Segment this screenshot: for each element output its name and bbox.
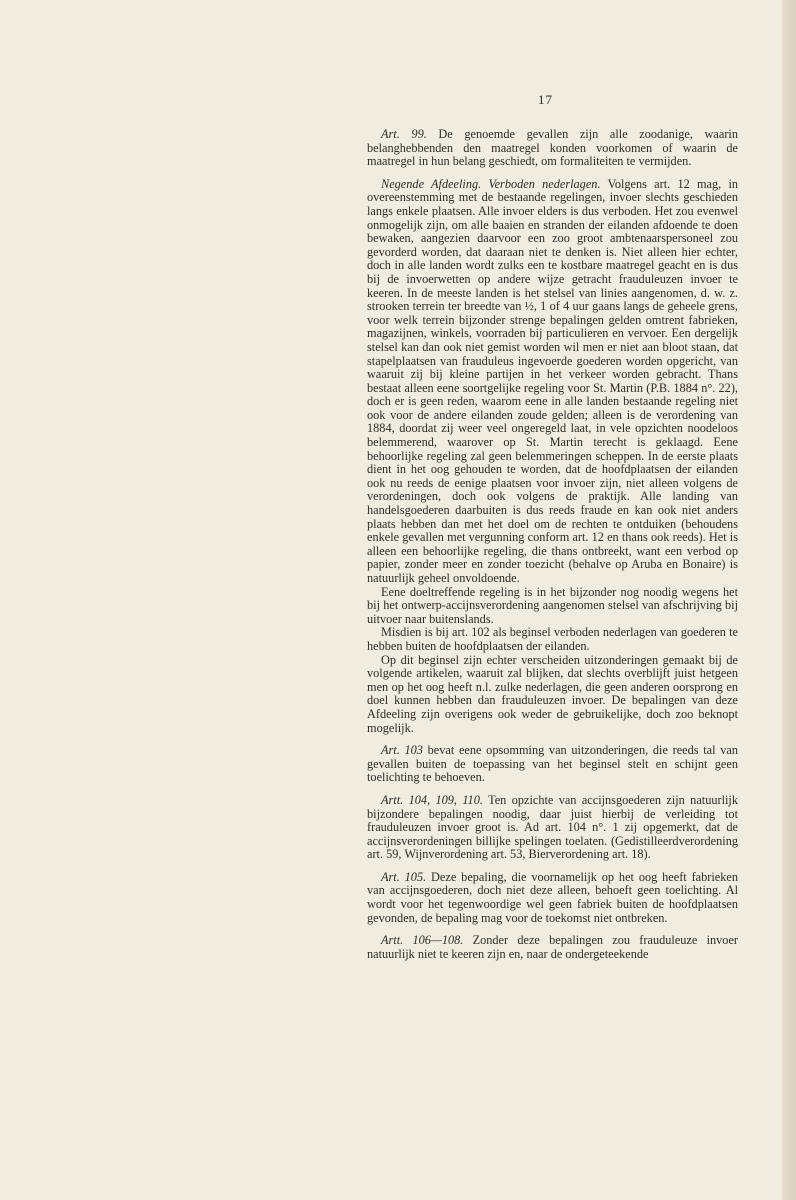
paragraph-text: Eene doeltreffende regeling is in het bijzonder nog noodig wegens het bij het ontwerp-accijnsverordening aangenomen stelsel van afschrijving bij uitvoer naar buitenslands. xyxy=(367,584,738,626)
paragraph-art-99 xyxy=(367,128,738,169)
paragraph-afdeeling-9 xyxy=(367,178,738,586)
body-text xyxy=(367,128,738,961)
paragraph-text: bevat eene opsomming van uitzonderingen, die reeds tal van gevallen buiten de toepassing van het beginsel stelt en schijnt geen toelichting te behoeven. xyxy=(367,743,738,785)
paragraph-misdien xyxy=(367,626,738,653)
paragraph-beginsel xyxy=(367,654,738,736)
paragraph-regeling xyxy=(367,586,738,627)
page-number: 17 xyxy=(538,92,553,107)
paragraph-text: Deze bepaling, die voornamelijk op het oog heeft fabrieken van accijnsgoederen, doch niet deze alleen, behoeft geen toelichting. Al wordt voor het tegenwoordige wel geen fabriek buiten de hoofdplaatsen gevonden, de bepaling mag voor de toekomst niet ontbreken. xyxy=(367,869,738,925)
article-reference: Art. 103 xyxy=(381,743,423,758)
paragraph-text: Volgens art. 12 mag, in overeenstemming met de bestaande regelingen, invoer slechts geschieden langs enkele plaatsen. Alle invoer elders is dus verboden. Het zou evenwel onmogelijk zijn, om alle baaien en stranden der eilanden afdoende te doen bewaken, aangezien daarvoor een zoo groot ambtenaarspersoneel zou gevorderd worden, dat daaraan niet te denken is. Niet alleen hier echter, doch in alle landen wordt zulks een te kostbare maatregel geacht en is dus bij de invoerwetten op andere wijze getracht frauduleuzen invoer te keeren. In de meeste landen is het stelsel van linies aangenomen, d. w. z. strooken terrein ter breedte van ½, 1 of 4 uur gaans langs de geheele grens, voor welk terrein bijzonder strenge bepalingen gelden omtrent fabrieken, magazijnen, winkels, voorraden bij particulieren en vervoer. Een dergelijk stelsel kan dan ook niet gemist worden wil men er niet aan bloot staan, dat stapelplaatsen van frauduleus ingevoerde goederen worden opgericht, van waaruit zij bij kleine partijen in het verkeer worden gebracht. Thans bestaat alleen eene soortgelijke regeling voor St. Martin (P.B. 1884 n°. 22), doch er is geen reden, waarom eene in alle landen bestaande regeling niet ook voor de andere eilanden zoude gelden; alleen is de verordening van 1884, doordat zij weer veel ongeregeld laat, in vele opzichten noodeloos belemmerend, waarover op St. Martin terecht is geklaagd. Eene behoorlijke regeling zal geen belemmeringen scheppen. In de eerste plaats dient in het oog gehouden te worden, dat de hoofdplaatsen der eilanden ook nu reeds de eenige plaatsen voor invoer zijn, niet alleen volgens de verordeningen, doch ook volgens de praktijk. Alle landing van handelsgoederen daarbuiten is dus reeds fraude en kan ook niet anders plaats hebben dan met het doel om de rechten te ontduiken (behoudens enkele gevallen met vergunning conform art. 12 en thans ook reeds). Het is alleen een behoorlijke regeling, die thans ontbreekt, want een verbod op papier, zonder meer en zonder toezicht (behalve op Aruba en Bonaire) is natuurlijk geheel onvoldoende. xyxy=(367,176,739,585)
paragraph-text: Misdien is bij art. 102 als beginsel verboden nederlagen van goederen te hebben buiten de hoofdplaatsen der eilanden. xyxy=(367,625,738,653)
paragraph-text: Op dit beginsel zijn echter verscheiden uitzonderingen gemaakt bij de volgende artikelen, waaruit zal blijken, dat slechts overblijft juist hetgeen men op het oog heeft n.l. zulke nederlagen, die geen anderen oorsprong en doel kunnen hebben dan frauduleuzen invoer. De bepalingen van deze Afdeeling zijn overigens ook weder de gebruikelijke, doch zoo beknopt mogelijk. xyxy=(367,652,738,735)
page-edge xyxy=(782,0,796,1200)
paragraph-art-105 xyxy=(367,871,738,925)
paragraph-text: Zonder deze bepalingen zou frauduleuze invoer natuurlijk niet te keeren zijn en, naar de ondergeteekende xyxy=(367,933,738,961)
article-reference: Art. 99. xyxy=(381,127,427,141)
article-reference: Art. 105. xyxy=(381,869,427,884)
paragraph-text: De genoemde gevallen zijn alle zoodanige, waarin belanghebbenden den maatregel konden voorkomen of waarin de maatregel in hun belang geschiedt, om formaliteiten te vermijden. xyxy=(367,127,739,169)
article-reference: Artt. 104, 109, 110. xyxy=(381,792,483,807)
paragraph-artt-104 xyxy=(367,794,738,862)
paragraph-art-103 xyxy=(367,744,738,785)
paragraph-artt-106 xyxy=(367,934,738,961)
paragraph-text: Ten opzichte van accijnsgoederen zijn natuurlijk bijzondere bepalingen noodig, daar juist hierbij de verleiding tot frauduleuzen invoer groot is. Ad art. 104 n°. 1 zij opgemerkt, dat de accijnsverordeningen billijke spelingen toelaten. (Gedistilleerdverordening art. 59, Wijnverordening art. 53, Bierverordening art. 18). xyxy=(367,792,738,862)
section-heading: Negende Afdeeling. Verboden nederlagen. xyxy=(381,176,601,191)
article-reference: Artt. 106—108. xyxy=(381,933,464,948)
